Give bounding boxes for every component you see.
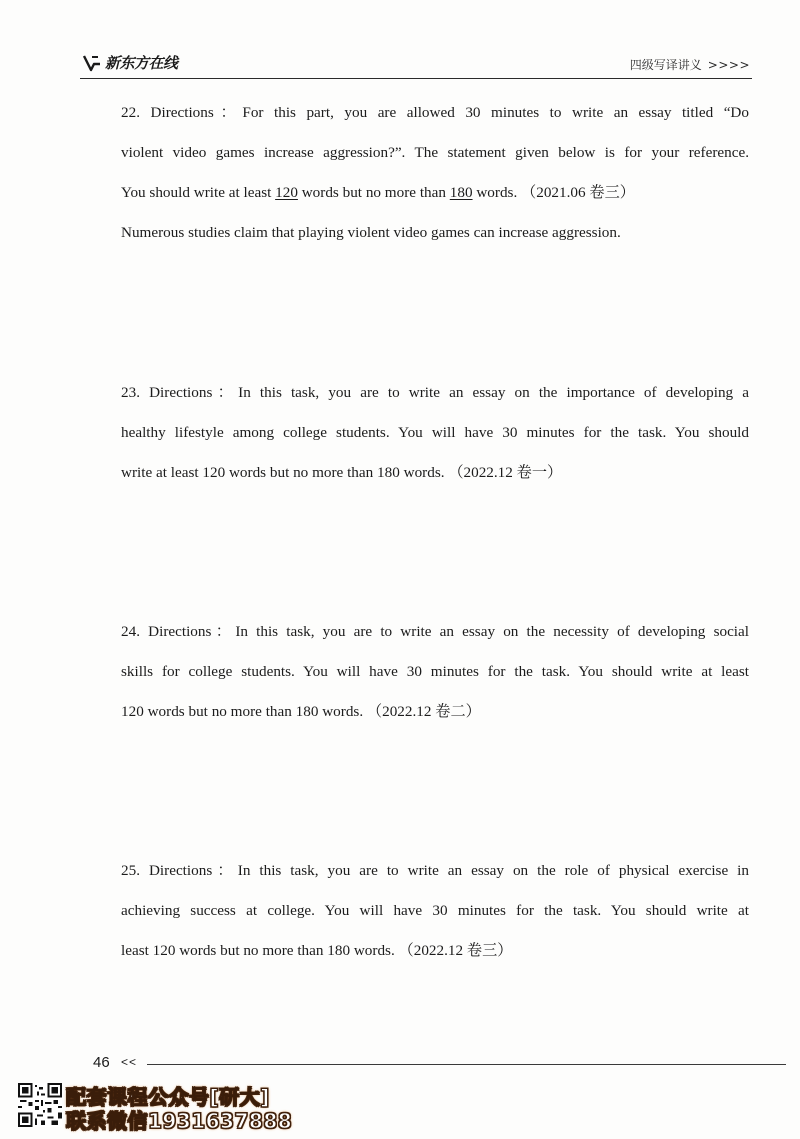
question-23 [121, 373, 749, 493]
question-line-word-limit [121, 173, 749, 213]
question-line: 120 words but no more than 180 words. （2022.12 卷二） [121, 703, 481, 720]
footer-arrows: << [121, 1055, 138, 1069]
question-line: 25. Directions：In this task, you are to write an essay on the role of physical exercise in [121, 862, 749, 879]
question-25 [121, 851, 749, 971]
question-line: healthy lifestyle among college students. You will have 30 minutes for the task. You should [121, 424, 749, 441]
question-line: achieving success at college. You will have 30 minutes for the task. You should write at [121, 902, 749, 919]
promo-line-1: 配套课程公众号[研大] [66, 1085, 270, 1109]
max-words-underlined: 180 [449, 184, 473, 201]
question-line: 22. Directions：For this part, you are allowed 30 minutes to write an essay titled “Do [121, 104, 749, 121]
brand-logo-icon [82, 53, 102, 73]
question-24 [121, 612, 749, 732]
promo-line-2: 联系微信1931637888 [66, 1109, 293, 1133]
header-arrows: >>>> [707, 58, 750, 72]
header-title [630, 56, 750, 73]
header-title-text: 四级写译讲义 [629, 58, 702, 72]
brand-logo [82, 52, 178, 73]
question-line: write at least 120 words but no more than 180 words. （2022.12 卷一） [121, 464, 563, 481]
exam-source: words. （2021.06 卷三） [472, 184, 635, 201]
page-footer [93, 1054, 786, 1074]
word-limit-text: words but no more than [297, 184, 450, 201]
qr-code-icon [18, 1083, 62, 1127]
question-line: skills for college students. You will have 30 minutes for the task. You should write at least [121, 663, 749, 680]
page-number: 46 [93, 1054, 110, 1071]
question-line: violent video games increase aggression?”. The statement given below is for your reference. [121, 144, 749, 161]
page-header [80, 52, 752, 79]
question-line: 23. Directions：In this task, you are to write an essay on the importance of developing a [121, 384, 749, 401]
brand-logo-text: 新东方在线 [105, 54, 178, 72]
question-line: least 120 words but no more than 180 words. （2022.12 卷三） [121, 942, 513, 959]
word-limit-text: You should write at least [121, 184, 276, 201]
min-words-underlined: 120 [275, 184, 298, 201]
question-statement: Numerous studies claim that playing violent video games can increase aggression. [121, 224, 621, 241]
footer-divider [147, 1064, 786, 1065]
question-line: 24. Directions：In this task, you are to write an essay on the necessity of developing social [121, 623, 749, 640]
question-22 [121, 93, 749, 253]
